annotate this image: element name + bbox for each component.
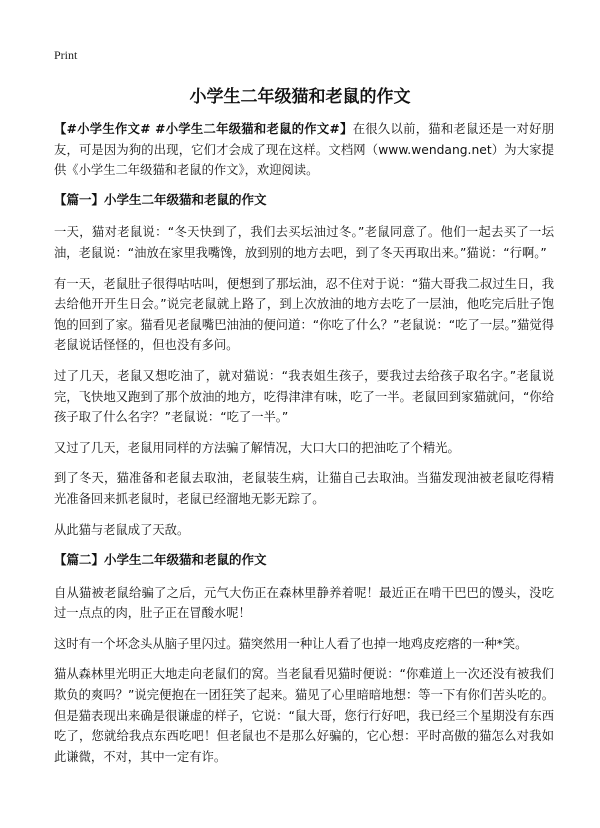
paragraph: 有一天，老鼠肚子很得咕咕叫，便想到了那坛油，忍不住对于说：“猫大哥我二叔过生日，我去给他开开生日会。”说完老鼠就上路了，到上次放油的地方去吃了一层油，他吃完后肚子饱饱的回到了家。猫看见老鼠嘴巴油油的便问道：“你吃了什么？”老鼠说：“吃了一层。”猫觉得老鼠说话怪怪的，但也没有多问。 xyxy=(54,276,554,353)
article-body xyxy=(54,119,554,777)
paragraph: 这时有一个坏念头从脑子里闪过。猫突然用一种让人看了也掉一地鸡皮疙瘩的一种*笑。 xyxy=(54,636,528,651)
paragraph: 一天，猫对老鼠说：“冬天快到了，我们去买坛油过冬。”老鼠同意了。他们一起去买了一坛油，老鼠说：“油放在家里我嘴馋，放到别的地方去吧，到了冬天再取出来。”猫说：“行啊。” xyxy=(54,225,554,260)
page-title: 小学生二年级猫和老鼠的作文 xyxy=(189,87,411,107)
print-link[interactable]: Print xyxy=(54,48,78,62)
intro-text: 在很久以前，猫和老鼠还是一对好朋友，可是因为狗的出现，它们才会成了现在这样。文档网（www.wendang.net）为大家提供《小学生二年级猫和老鼠的作文》，欢迎阅读。 xyxy=(54,122,554,178)
paragraph: 又过了几天，老鼠用同样的方法骗了解情况，大口大口的把油吃了个精光。 xyxy=(54,440,460,455)
paragraph: 从此猫与老鼠成了天敌。 xyxy=(54,522,190,537)
intro-paragraph xyxy=(54,119,554,181)
paragraph: 到了冬天，猫准备和老鼠去取油，老鼠装生病，让猫自己去取油。当猫发现油被老鼠吃得精光准备回来抓老鼠时，老鼠已经溜地无影无踪了。 xyxy=(54,471,554,506)
section-heading-1: 【篇一】小学生二年级猫和老鼠的作文 xyxy=(54,191,267,207)
paragraph: 过了几天，老鼠又想吃油了，就对猫说：“我表姐生孩子，要我过去给孩子取名字。”老鼠说完，飞快地又跑到了那个放油的地方，吃得津津有味，吃了一半。老鼠回到家猫就问，“你给孩子取了什么名字？”老鼠说：“吃了一半。” xyxy=(54,368,554,425)
intro-tags: 【#小学生作文# #小学生二年级猫和老鼠的作文#】 xyxy=(54,122,353,136)
paragraph: 自从猫被老鼠给骗了之后，元气大伤正在森林里静养着呢！最近正在啃干巴巴的馒头，没吃过一点点的肉，肚子正在冒酸水呢！ xyxy=(54,585,554,621)
paragraph: 猫从森林里光明正大地走向老鼠们的窝。当老鼠看见猫时便说：“你难道上一次还没有被我们欺负的爽吗？”说完便抱在一团狂笑了起来。猫见了心里暗暗地想：等一下有你们苦头吃的。但是猫表现出来确是很谦虚的样子，它说：“鼠大哥，您行行好吧，我已经三个星期没有东西吃了，您就给我点东西吃吧！但老鼠也不是那么好骗的，它心想：平时高傲的猫怎么对我如此谦微，不对，其中一定有诈。 xyxy=(54,667,554,764)
section-heading-2: 【篇二】小学生二年级猫和老鼠的作文 xyxy=(54,552,267,568)
